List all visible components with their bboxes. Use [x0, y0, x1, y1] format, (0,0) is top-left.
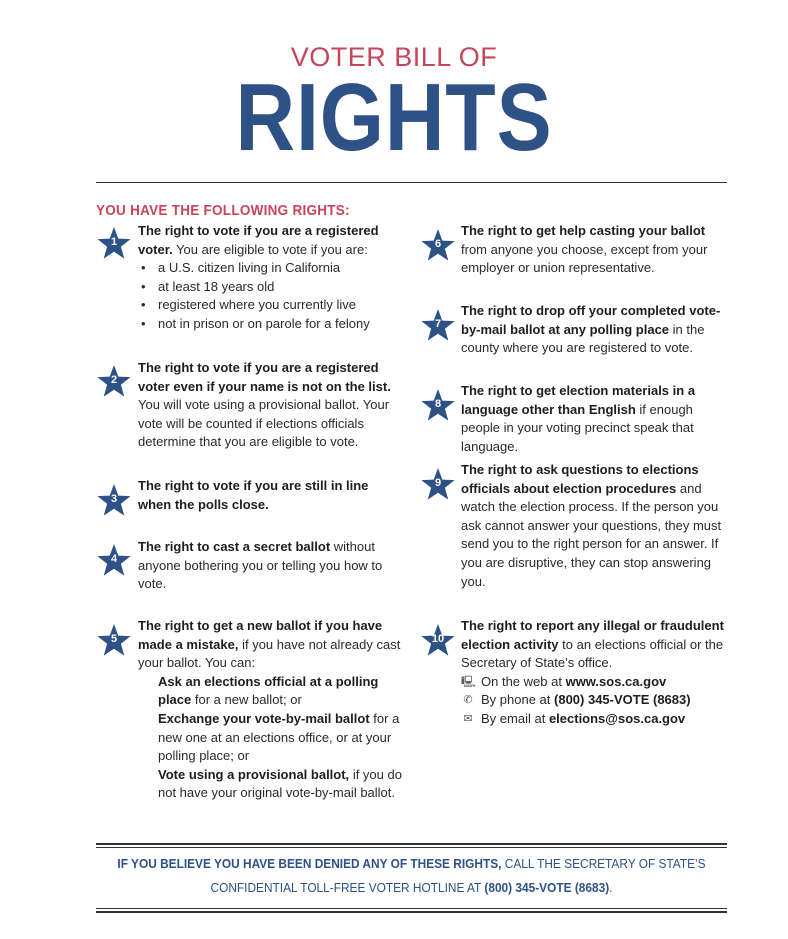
right-item [461, 382, 733, 456]
right-text: in the county where you are registered to vote. [461, 321, 705, 356]
right-title: The right to get election materials in a language other than English [461, 383, 696, 417]
right-number: 6 [434, 238, 442, 250]
option-text: for a new one at an elections office, or at your polling place; or [158, 710, 400, 764]
ballot-option [138, 766, 406, 803]
page-title: RIGHTS [235, 64, 553, 171]
email-icon: ✉ [463, 712, 473, 725]
right-number: 7 [434, 318, 442, 330]
right-item [138, 538, 400, 594]
right-item [138, 477, 400, 514]
option-title: Exchange your vote-by-mail ballot [158, 710, 370, 726]
right-number: 8 [434, 398, 442, 410]
right-title: The right to drop off your completed vote-by-mail ballot at any polling place [461, 303, 721, 337]
option-title: Vote using a provisional ballot, [158, 766, 350, 782]
star-icon [420, 388, 456, 424]
right-text: if you have not already cast your ballot. You can: [138, 636, 401, 671]
right-item [138, 222, 408, 334]
footer-divider [96, 847, 727, 848]
right-text: You will vote using a provisional ballot. Your vote will be counted if elections officials determine that you are eligible to vote. [138, 397, 390, 450]
right-title: The right to ask questions to elections officials about election procedures [461, 462, 699, 496]
right-title: The right to cast a secret ballot [138, 539, 331, 554]
hotline-text: CALL THE SECRETARY OF STATE’S [504, 857, 706, 871]
right-number: 10 [431, 633, 445, 645]
star-icon [420, 467, 456, 503]
option-text: if you do not have your original vote-by-mail ballot. [158, 766, 402, 801]
eligibility-list [138, 259, 408, 333]
hotline-notice [112, 852, 711, 900]
hotline-text: CONFIDENTIAL TOLL-FREE VOTER HOTLINE AT [210, 881, 482, 895]
right-number: 4 [110, 553, 118, 565]
computer-icon: 🖳 [461, 675, 476, 688]
list-item: • a U.S. citizen living in California [138, 259, 408, 278]
footer-divider [96, 908, 727, 909]
email-link[interactable]: elections@sos.ca.gov [548, 710, 686, 726]
option-title: Ask an elections official at a polling place [158, 673, 379, 708]
right-text: You are eligible to vote if you are: [176, 241, 368, 257]
right-title: The right to vote if you are still in line when the polls close. [138, 478, 369, 512]
right-title: The right to report any illegal or fraudulent election activity [461, 618, 724, 652]
right-number: 9 [434, 477, 442, 489]
star-icon [96, 543, 132, 579]
star-icon [420, 308, 456, 344]
right-text: from anyone you choose, except from your employer or union representative. [461, 241, 708, 276]
right-number: 2 [110, 374, 118, 386]
right-item [461, 222, 729, 278]
right-title: The right to vote if you are a registered voter even if your name is not on the list. [138, 360, 391, 394]
star-icon [96, 226, 132, 262]
hotline-line-1 [112, 852, 711, 876]
ballot-option [138, 710, 406, 766]
rights-heading: YOU HAVE THE FOLLOWING RIGHTS: [96, 203, 350, 219]
option-text: for a new ballot; or [194, 692, 302, 708]
hotline-phone[interactable]: (800) 345-VOTE (8683) [484, 881, 610, 895]
right-item [138, 617, 406, 803]
star-icon [96, 623, 132, 659]
footer-divider [96, 843, 727, 845]
right-title: The right to get help casting your ballot [461, 223, 706, 238]
right-number: 5 [110, 633, 118, 645]
web-link[interactable]: www.sos.ca.gov [565, 673, 667, 689]
right-text: and watch the election process. If the person you ask cannot answer your questions, they must send you to the right person for an answer. If you are disruptive, they can stop answering you. [461, 480, 722, 589]
right-text: without anyone bothering you or telling you how to vote. [138, 539, 383, 592]
right-title: The right to vote if you are a registered voter. [138, 223, 379, 257]
right-text: to an elections official or the Secretary of State’s office. [461, 636, 724, 671]
right-item [461, 617, 729, 729]
list-item: • registered where you currently live [138, 296, 408, 315]
phone-link[interactable]: (800) 345-VOTE (8683) [554, 692, 691, 708]
contact-phone [461, 691, 729, 710]
contact-prefix: By phone at [481, 692, 551, 708]
pretitle: VOTER BILL OF [290, 42, 498, 72]
right-item [138, 359, 400, 452]
phone-icon: ✆ [463, 694, 473, 707]
star-icon [96, 483, 132, 519]
star-icon [420, 228, 456, 264]
top-divider [96, 182, 727, 183]
contact-prefix: On the web at [481, 673, 562, 689]
right-item [461, 302, 733, 358]
footer-divider [96, 911, 727, 913]
right-item [461, 461, 733, 591]
star-icon [420, 623, 456, 659]
ballot-option [138, 673, 406, 710]
right-number: 3 [110, 493, 118, 505]
list-item: • at least 18 years old [138, 278, 408, 297]
contact-web [461, 673, 729, 692]
hotline-line-2 [112, 876, 711, 900]
list-item: • not in prison or on parole for a felony [138, 315, 408, 334]
right-text: if enough people in your voting precinct speak that language. [461, 401, 694, 454]
right-number: 1 [110, 236, 118, 248]
contact-prefix: By email at [481, 710, 546, 726]
contact-email [461, 710, 729, 729]
hotline-period: . [609, 881, 613, 895]
hotline-bold: IF YOU BELIEVE YOU HAVE BEEN DENIED ANY OF THESE RIGHTS, [117, 857, 502, 871]
star-icon [96, 364, 132, 400]
right-title: The right to get a new ballot if you have made a mistake, [138, 618, 383, 652]
